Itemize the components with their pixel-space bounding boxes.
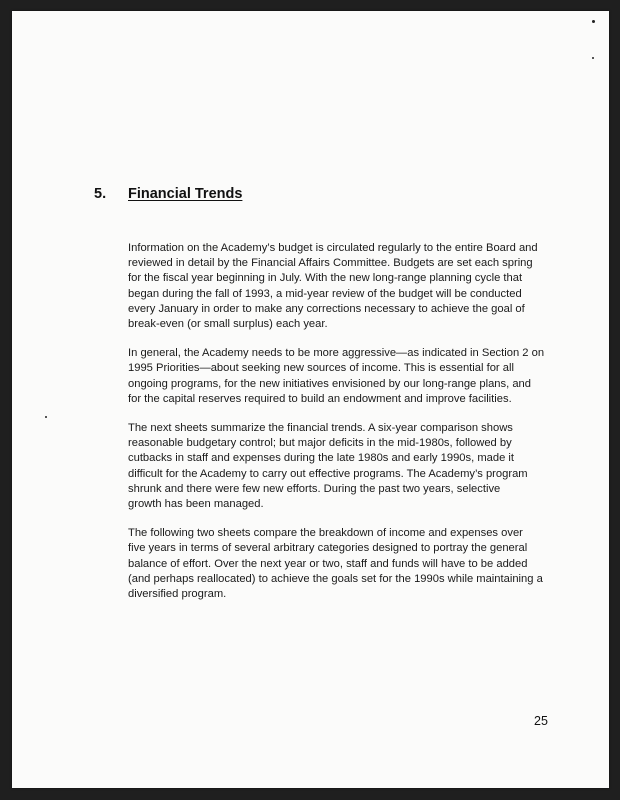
text-line: diversified program. [128, 588, 227, 601]
document-page [12, 11, 609, 788]
text-line: The following two sheets compare the breakdown of income and expenses over [128, 527, 523, 540]
margin-speck [592, 20, 595, 23]
section-heading [94, 186, 242, 202]
paragraph [128, 241, 568, 332]
margin-speck [45, 416, 47, 418]
text-line: balance of effort. Over the next year or two, staff and funds will have to be added [128, 557, 528, 570]
text-line: reasonable budgetary control; but major deficits in the mid-1980s, followed by [128, 437, 512, 450]
page-number: 25 [534, 714, 548, 728]
text-line: difficult for the Academy to carry out effective programs. The Academy’s program [128, 467, 528, 480]
text-line: 1995 Priorities—about seeking new sources of income. This is essential for all [128, 362, 514, 375]
text-line: (and perhaps reallocated) to achieve the goals set for the 1990s while maintaining a [128, 572, 543, 585]
text-line: cutbacks in staff and expenses during the late 1980s and early 1990s, made it [128, 452, 515, 465]
text-line: shrunk and there were few new efforts. During the past two years, selective [128, 482, 501, 495]
text-line: growth has been managed. [128, 498, 264, 511]
text-line: Information on the Academy’s budget is circulated regularly to the entire Board and [128, 242, 538, 254]
paragraph [128, 421, 568, 512]
section-number: 5. [94, 186, 107, 202]
text-line: every January in order to make any corrections necessary to achieve the goal of [128, 302, 525, 315]
margin-speck [592, 57, 594, 59]
text-line: five years in terms of several arbitrary categories designed to portray the general [128, 542, 528, 555]
text-line: reviewed in detail by the Financial Affairs Committee. Budgets are set each spring [128, 257, 533, 270]
text-line: began during the fall of 1993, a mid-year review of the budget will be conducted [128, 287, 522, 300]
section-title: Financial Trends [128, 186, 243, 202]
text-line: In general, the Academy needs to be more aggressive—as indicated in Section 2 on [128, 347, 545, 360]
text-line: for the fiscal year beginning in July. With the new long-range planning cycle that [128, 272, 523, 285]
text-line: ongoing programs, for the new initiatives envisioned by our long-range plans, and [128, 377, 531, 390]
paragraph [128, 526, 568, 602]
body-text [128, 241, 568, 616]
paragraph [128, 346, 568, 407]
text-line: The next sheets summarize the financial trends. A six-year comparison shows [128, 422, 513, 435]
text-line: break-even (or small surplus) each year. [128, 318, 328, 331]
text-line: for the capital reserves required to build an endowment and improve facilities. [128, 392, 512, 405]
